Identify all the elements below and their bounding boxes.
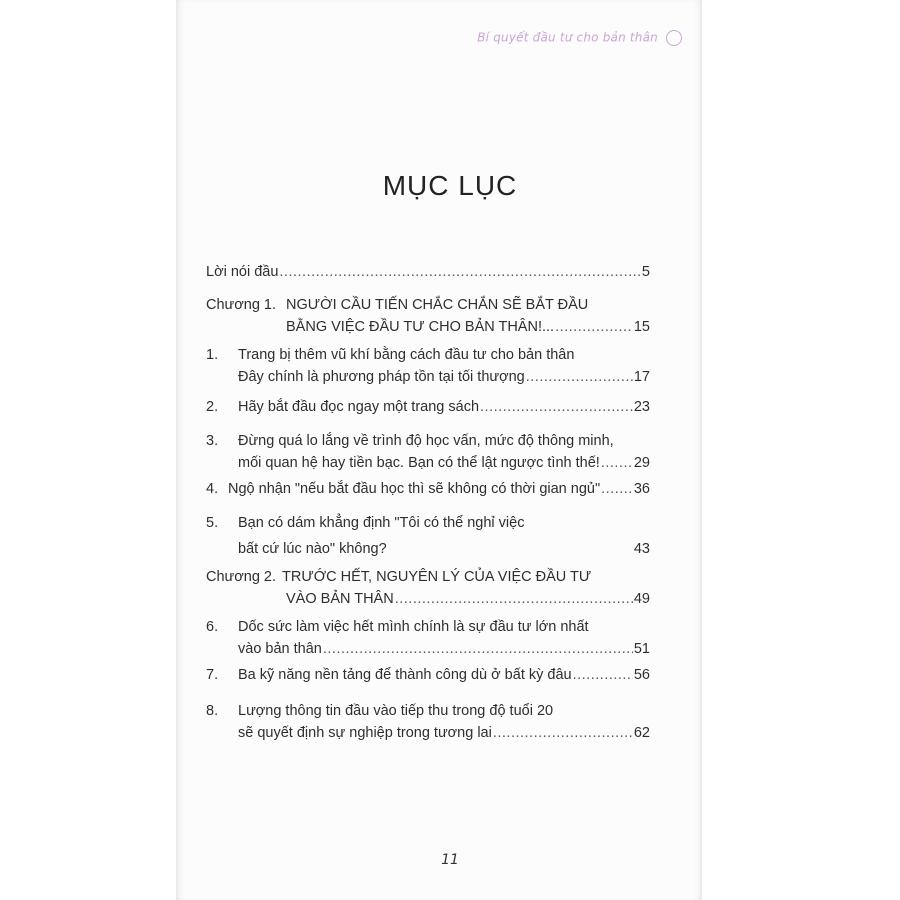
toc-entry-text: Đây chính là phương pháp tồn tại tối thượng: [238, 369, 525, 385]
leader-dots: [480, 396, 633, 418]
entry-number: 3.: [206, 433, 219, 449]
toc-entry-text: Hãy bắt đầu đọc ngay một trang sách: [238, 399, 480, 415]
toc-entry-text: BẰNG VIỆC ĐẦU TƯ CHO BẢN THÂN!...: [286, 319, 555, 335]
toc-entry-text: Ngộ nhận "nếu bắt đầu học thì sẽ không có thời gian ngủ": [228, 481, 601, 497]
leader-dots: [601, 478, 633, 500]
toc-page-number: 43: [633, 541, 650, 557]
leader-dots: [526, 366, 633, 388]
flower-ornament-icon: [666, 30, 682, 46]
toc-entry-text: mối quan hệ hay tiền bạc. Bạn có thể lật ngược tình thế!: [238, 455, 600, 471]
toc-entry-text: Lời nói đầu: [206, 264, 279, 280]
toc-entry-text: Bạn có dám khẳng định "Tôi có thể nghỉ việc: [238, 515, 525, 531]
leader-dots: [323, 638, 633, 660]
entry-number: 4.: [206, 481, 219, 497]
toc-entry-text: vào bản thân: [238, 641, 322, 657]
entry-number: 5.: [206, 515, 219, 531]
toc-entry-text: Đừng quá lo lắng về trình độ học vấn, mức độ thông minh,: [238, 433, 614, 449]
running-header: [477, 30, 682, 46]
leader-dots: [555, 316, 633, 338]
toc-title: MỤC LỤC: [382, 170, 518, 201]
toc-entry-text: VÀO BẢN THÂN: [286, 591, 394, 607]
toc-entry-text: Dốc sức làm việc hết mình chính là sự đầu tư lớn nhất: [238, 619, 589, 635]
leader-dots: [395, 588, 633, 610]
toc-entry-text: sẽ quyết định sự nghiệp trong tương lai: [238, 725, 492, 741]
toc-entry-chapter-1: [206, 294, 650, 338]
toc-entry-8: [206, 700, 650, 744]
leader-dots: [601, 452, 633, 474]
entry-number: 6.: [206, 619, 219, 635]
entry-number: 2.: [206, 399, 219, 415]
entry-number: 7.: [206, 667, 219, 683]
toc-page-number: 23: [633, 399, 650, 415]
toc-page-number: 62: [633, 725, 650, 741]
toc-entry-preface: [206, 261, 650, 283]
running-header-text: Bí quyết đầu tư cho bản thân: [477, 30, 658, 45]
leader-dots: [279, 261, 641, 283]
toc-page-number: 56: [633, 667, 650, 683]
toc-entry-text: Lượng thông tin đầu vào tiếp thu trong độ tuổi 20: [238, 703, 554, 719]
toc-entry-1: [206, 344, 650, 388]
leader-dots: [573, 664, 633, 686]
toc-page-number: 29: [633, 455, 650, 471]
toc-page-number: 15: [633, 319, 650, 335]
leader-dots: [493, 722, 633, 744]
toc-entry-chapter-2: [206, 566, 650, 610]
chapter-label: Chương 2.: [206, 569, 277, 585]
toc-entry-text: NGƯỜI CẦU TIẾN CHẮC CHẮN SẼ BẮT ĐẦU: [286, 297, 589, 313]
entry-number: 1.: [206, 347, 219, 363]
toc-page-number: 49: [633, 591, 650, 607]
toc-page-number: 17: [633, 369, 650, 385]
toc-entry-2: [206, 396, 650, 418]
toc-entry-5: [206, 512, 650, 560]
toc-entry-text: TRƯỚC HẾT, NGUYÊN LÝ CỦA VIỆC ĐẦU TƯ: [282, 569, 592, 585]
toc-entry-text: Trang bị thêm vũ khí bằng cách đầu tư cho bản thân: [238, 347, 575, 363]
toc-page-number: 36: [633, 481, 650, 497]
entry-number: 8.: [206, 703, 219, 719]
toc-entry-7: [206, 664, 650, 686]
toc-entry-6: [206, 616, 650, 660]
toc-entry-3: [206, 430, 650, 474]
toc-entry-text: bất cứ lúc nào" không?: [238, 541, 387, 557]
toc-page-number: 5: [641, 264, 650, 280]
toc-page-number: 51: [633, 641, 650, 657]
toc-entry-4: [206, 478, 650, 500]
chapter-label: Chương 1.: [206, 297, 277, 313]
toc-entry-text: Ba kỹ năng nền tảng để thành công dù ở bất kỳ đâu: [238, 667, 572, 683]
page-number: 11: [441, 852, 459, 868]
